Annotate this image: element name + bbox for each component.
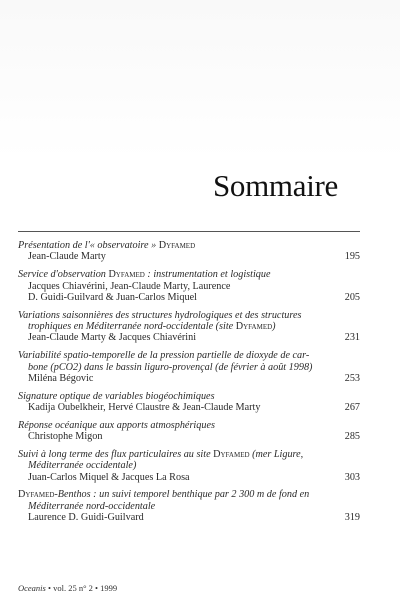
entry-page-number: 319 — [344, 512, 360, 524]
journal-name: Oceanis — [18, 583, 46, 593]
footer-separator: • — [47, 583, 51, 593]
journal-year: 1999 — [100, 583, 118, 593]
toc-entry — [18, 420, 360, 443]
entry-page-number: 195 — [344, 251, 360, 263]
entry-page-number: 253 — [344, 372, 360, 384]
entry-title: Méditerranée occidentale) — [28, 460, 137, 472]
entry-page-number: 285 — [344, 431, 360, 443]
entry-title: Dyfamed-Benthos : un suivi temporel benthique par 2 300 m de fond en — [18, 489, 310, 501]
entry-authors: Jacques Chiavérini, Jean-Claude Marty, Laurence — [28, 280, 231, 292]
entry-authors: Jean-Claude Marty & Jacques Chiavérini — [28, 332, 197, 344]
entry-authors: Miléna Bégovic — [28, 372, 94, 384]
page-title: Sommaire — [212, 168, 338, 203]
footer-separator: • — [94, 583, 98, 593]
entry-author-line — [18, 251, 360, 262]
entry-authors: Christophe Migon — [28, 431, 103, 443]
toc-entry — [18, 489, 360, 523]
entry-title: Variabilité spatio-temporelle de la pression partielle de dioxyde de car- — [18, 350, 310, 362]
toc-entry — [18, 240, 360, 263]
entry-authors: Jean-Claude Marty — [28, 251, 106, 263]
entry-title: bone (pCO2) dans le bassin liguro-provençal (de février à août 1998) — [28, 361, 313, 373]
table-of-contents — [18, 240, 360, 530]
entry-author-line — [18, 472, 360, 483]
entry-title: Suivi à long terme des flux particulaires au site Dyfamed (mer Ligure, — [18, 448, 304, 460]
show-through-background — [0, 0, 400, 160]
entry-authors: Juan-Carlos Miquel & Jacques La Rosa — [28, 471, 190, 483]
entry-authors: D. Guidi-Guilvard & Juan-Carlos Miquel — [28, 291, 197, 303]
entry-title: Réponse océanique aux apports atmosphériques — [18, 419, 215, 431]
entry-page-number: 205 — [344, 291, 360, 303]
entry-author-line — [18, 292, 360, 303]
entry-authors: Laurence D. Guidi-Guilvard — [28, 512, 144, 524]
entry-author-line — [18, 431, 360, 442]
entry-author-line — [18, 332, 360, 343]
entry-title: Signature optique de variables biogéochimiques — [18, 390, 215, 402]
toc-entry — [18, 391, 360, 414]
entry-page-number: 303 — [344, 471, 360, 483]
entry-page-number: 231 — [344, 332, 360, 344]
toc-entry — [18, 449, 360, 483]
toc-entry — [18, 269, 360, 303]
toc-entry — [18, 350, 360, 384]
entry-author-line — [18, 512, 360, 523]
page-footer — [18, 583, 117, 593]
entry-page-number: 267 — [344, 402, 360, 414]
entry-title: Méditerranée nord-occidentale — [28, 500, 156, 512]
journal-issue: vol. 25 n° 2 — [53, 583, 93, 593]
entry-author-line — [18, 402, 360, 413]
entry-author-line — [18, 373, 360, 384]
entry-title: Service d'observation Dyfamed : instrumentation et logistique — [18, 269, 271, 281]
entry-title: trophiques en Méditerranée nord-occidentale (site Dyfamed) — [28, 321, 276, 333]
toc-entry — [18, 310, 360, 344]
entry-authors: Kadija Oubelkheir, Hervé Claustre & Jean-Claude Marty — [28, 402, 261, 414]
title-rule — [18, 231, 360, 232]
entry-title: Présentation de l'« observatoire » Dyfamed — [18, 240, 196, 251]
entry-title: Variations saisonnières des structures hydrologiques et des structures — [18, 309, 302, 321]
